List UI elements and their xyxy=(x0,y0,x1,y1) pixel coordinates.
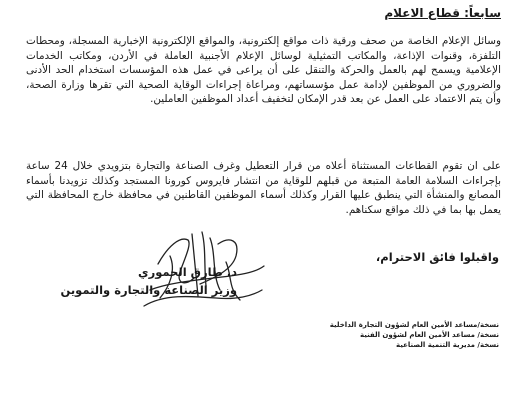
signer-name: د. طارق الحموري xyxy=(138,265,237,279)
paragraph-exempt-sectors: على ان تقوم القطاعات المستثناة أعلاه من قرار التعطيل وغرف الصناعة والتجارة بتزويدي خلال 24 ساعة بإجراءات السلامة العامة المتبعة من قبلهم للوقاية من انتشار فايروس كورونا المستجد وكذلك تزويدنا بأسماء المصانع والمنشأة التي ينطبق عليها القرار وكذلك أسماء الموظفين القاطنين في محافظة خارج المحافظة التي يعمل بها بما في ذلك مواقع سكناهم. xyxy=(26,160,501,216)
copy-recipient: نسخة/مساعد الأمين العام لشؤون التجارة الداخلية xyxy=(329,321,499,329)
copy-recipient: نسخة/ مديرية التنمية الصناعية xyxy=(396,341,499,349)
section-heading: سابعاً: قطاع الاعلام xyxy=(384,6,501,20)
closing-salutation: واقبلوا فائق الاحترام، xyxy=(375,250,499,264)
signer-title: وزير الصناعة والتجارة والتموين xyxy=(60,283,237,297)
copy-recipient: نسخة/ مساعد الأمين العام لشؤون الفنية xyxy=(359,331,499,339)
paragraph-media-sector: وسائل الإعلام الخاصة من صحف ورقية ذات مواقع إلكترونية، والمواقع الإلكترونية الإخبارية المسجلة، ومحطات التلفزة، وقنوات الإذاعة، والمكاتب التمثيلية لوسائل الإعلام الأجنبية العاملة في الأردن، ومكاتب الخدمات الإعلامية ويسمح لهم بالعمل والحركة والتنقل على أن يراعى في عمل هذه المؤسسات استخدام الحد الأدنى والضروري من الموظفين لإدامة عمل مؤسساتهم، ومراعاة إجراءات الوقاية الصحية التي تقرها وزارة الصحة، وأن يتم الاعتماد على العمل عن بعد قدر الإمكان لتخفيف أعداد الموظفين العاملين. xyxy=(26,35,501,106)
